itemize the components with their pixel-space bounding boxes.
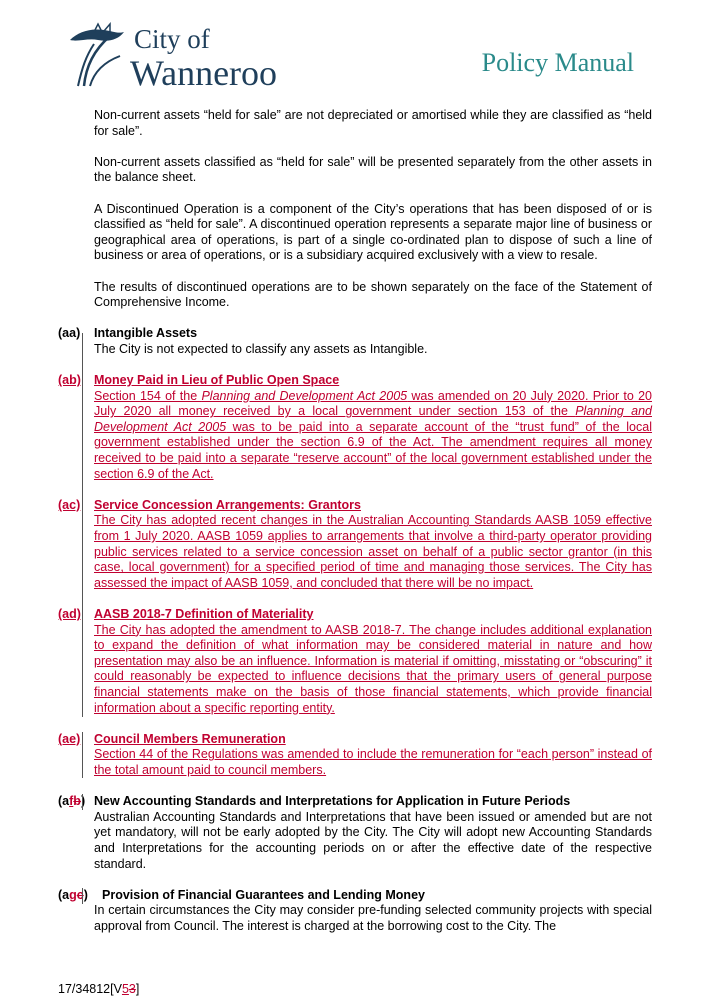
section-number: (ab) (58, 373, 81, 388)
section-body: Australian Accounting Standards and Interpretations that have been issued or amended but are not yet mandatory, will not be early adopted by the City. The City will adopt new Accounting Standards and Interpretations for the accounting periods on or after the effective date of the respective standard. (94, 809, 652, 871)
wanneroo-plant-icon (64, 22, 130, 88)
section-title: Council Members Remuneration (94, 731, 286, 746)
section-title: Provision of Financial Guarantees and Lending Money (102, 887, 425, 902)
section-heading (58, 498, 652, 514)
document-body (58, 108, 652, 950)
section-af (58, 794, 652, 872)
intro-paragraph-4: The results of discontinued operations are to be shown separately on the face of the Statement of Comprehensive Income. (94, 279, 652, 310)
section-title: Service Concession Arrangements: Grantors (94, 497, 361, 512)
section-title: AASB 2018-7 Definition of Materiality (94, 607, 314, 621)
section-title: New Accounting Standards and Interpretations for Application in Future Periods (94, 794, 571, 809)
section-heading (58, 607, 652, 623)
section-body: In certain circumstances the City may consider pre-funding selected community projects with special approval from Council. The interest is charged at the borrowing cost to the City. The (94, 903, 652, 933)
section-ab (58, 373, 652, 482)
logo-wanneroo: Wanneroo (130, 53, 278, 93)
body-text: was to be paid into a separate account of the “trust fund” of the local government established under the section 6.9 of the Act. The amendment requires all money received to be paid into a separate “reserve account” of the local government established under the section 6.9 of the Act. (94, 419, 652, 481)
section-ad (58, 607, 652, 716)
section-heading (58, 794, 652, 810)
section-number: (ad) (58, 607, 81, 621)
section-body: The City has adopted recent changes in the Australian Accounting Standards AASB 1059 effective from 1 July 2020. AASB 1059 applies to arrangements that involve a third-party operator providing public services related to a service concession asset on behalf of a public sector grantor (in this case, local government) for a specified period of time and managing those services. The City has assessed the impact of AASB 1059, and concluded that there will be no impact. (94, 513, 652, 590)
change-bar (82, 607, 83, 717)
section-aa (58, 326, 652, 357)
change-bar (82, 794, 83, 810)
section-heading (58, 373, 652, 389)
intro-paragraph-1: Non-current assets “held for sale” are not depreciated or amortised while they are classified as “held for sale”. (94, 108, 652, 138)
section-number: (afb) (58, 794, 86, 809)
section-number: (ae) (58, 731, 81, 746)
section-body: Section 44 of the Regulations was amended to include the remuneration for “each person” instead of the total amount paid to council members. (94, 747, 652, 777)
section-title: Intangible Assets (94, 326, 198, 341)
section-ag (58, 888, 652, 935)
section-title: Money Paid in Lieu of Public Open Space (94, 373, 340, 388)
body-text: Section 154 of the (94, 388, 202, 403)
section-heading (58, 888, 652, 904)
change-bar (82, 888, 83, 904)
section-body: The City is not expected to classify any assets as Intangible. (94, 341, 428, 356)
act-name: Planning and Development Act 2005 (201, 388, 408, 403)
change-bar (82, 732, 83, 778)
body-text: was amended on 20 July 2020. Prior to 20 July 2020 all money received by a local government under section 153 of the (94, 388, 652, 419)
section-heading (58, 732, 652, 748)
document-reference: 17/34812[V53] (58, 982, 140, 996)
intro-paragraph-3: A Discontinued Operation is a component of the City’s operations that has been disposed of or is classified as “held for sale”. A discontinued operation represents a separate major line of business or geographical area of operations, is part of a single co-ordinated plan to dispose of such a line of business or area of operations, or is a subsidiary acquired exclusively with a view to resale. (94, 201, 652, 263)
section-ae (58, 732, 652, 779)
policy-manual-title: Policy Manual (481, 48, 634, 77)
section-ac (58, 498, 652, 592)
section-body (94, 389, 652, 483)
section-number: (aa) (58, 326, 81, 341)
act-name: Planning and Development Act 2005 (94, 404, 652, 434)
section-number: (agc) (58, 887, 88, 902)
intro-paragraph-2: Non-current assets classified as “held for sale” will be presented separately from the other assets in the balance sheet. (94, 154, 652, 185)
city-logo (64, 22, 304, 94)
section-number: (ac) (58, 497, 81, 512)
change-bar (82, 498, 83, 608)
section-body: The City has adopted the amendment to AASB 2018-7. The change includes additional explanation to expand the definition of what information may be considered material in nature and how presentation may also be an influence. Information is material if omitting, misstating or “obscuring” it could reasonably be expected to influence decisions that the primary users of general purpose financial statements make on the basis of those financial statements, which provide financial information about a specific reporting entity. (94, 622, 652, 715)
section-heading (58, 326, 652, 342)
logo-city-of: City of (134, 24, 210, 54)
